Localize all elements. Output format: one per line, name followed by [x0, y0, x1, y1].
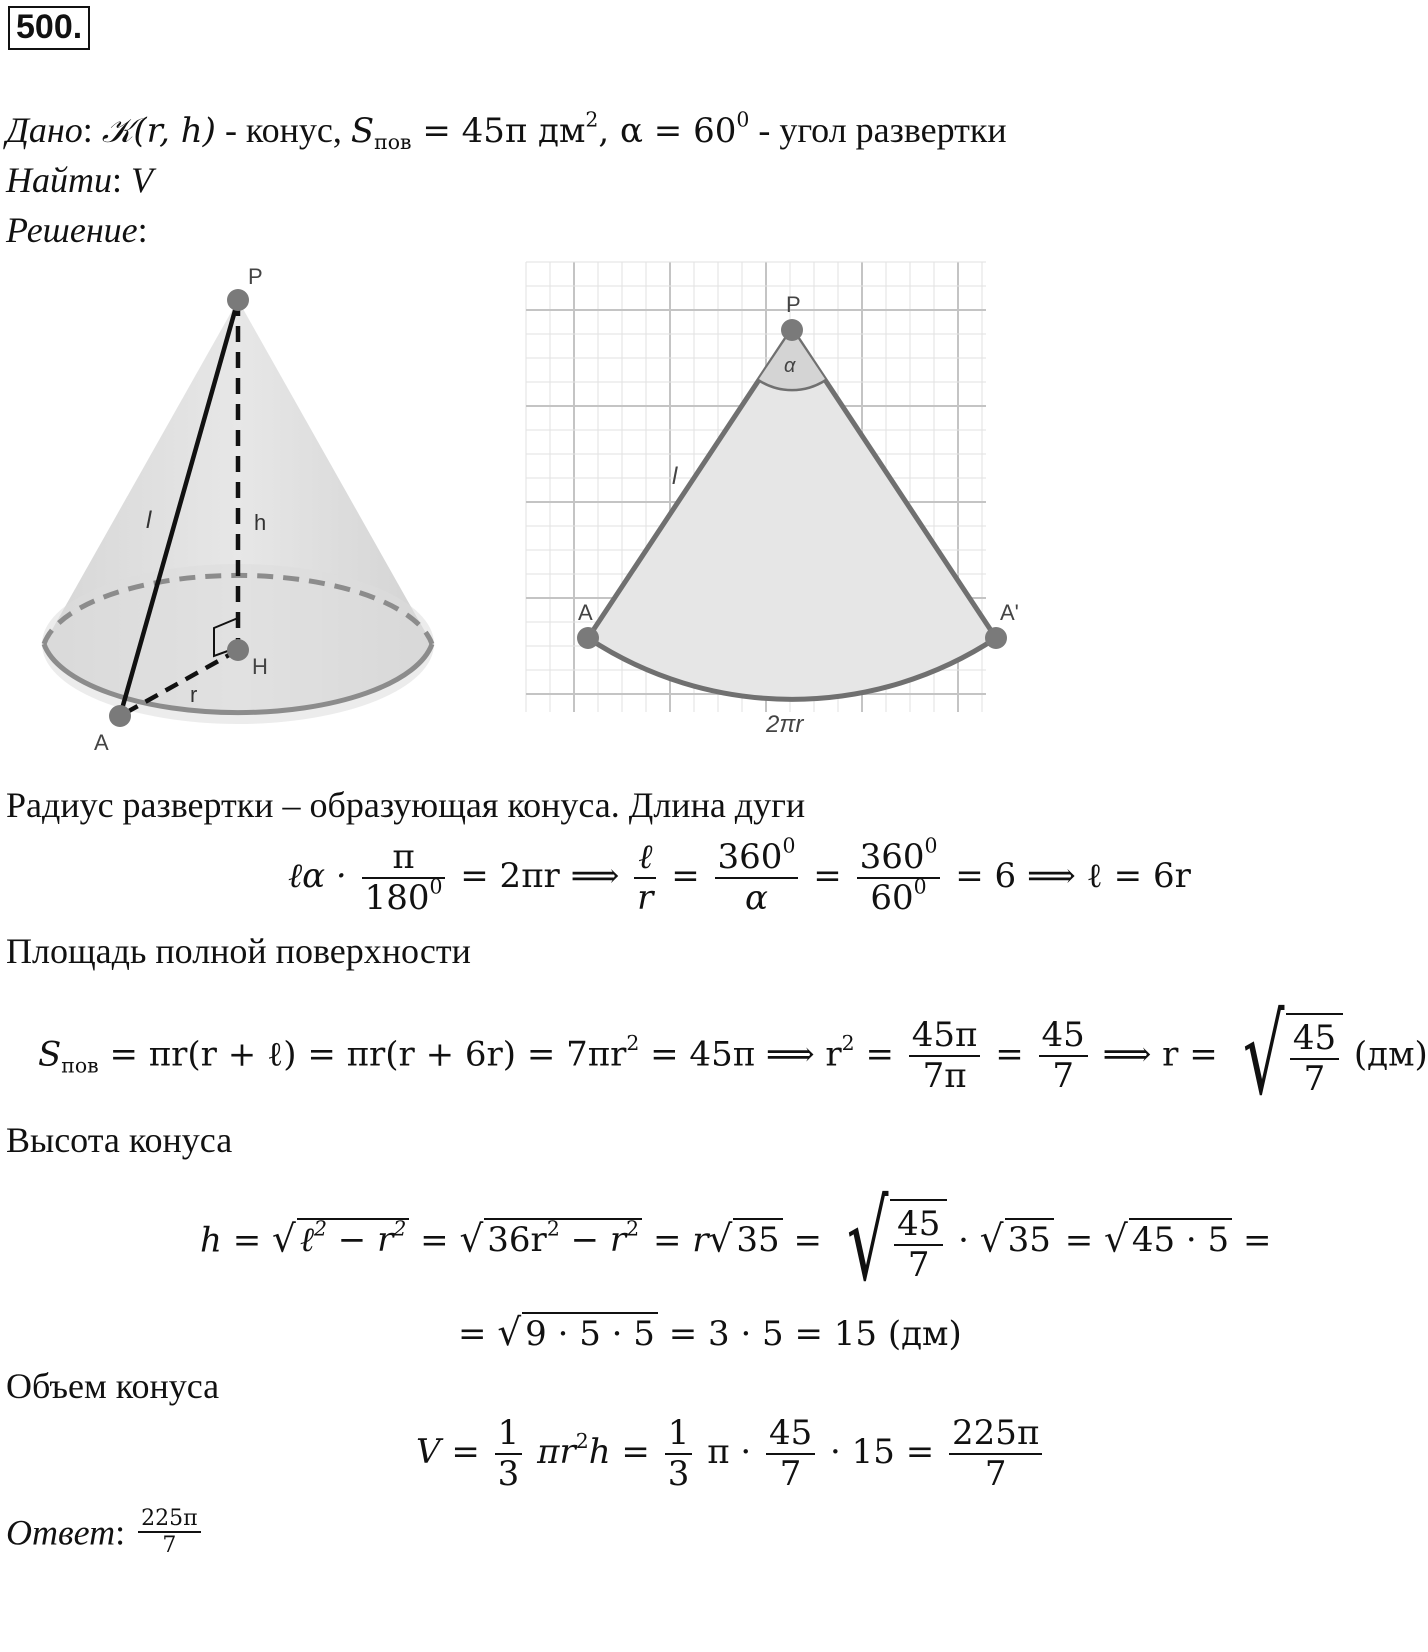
alpha-part: , α = 60 — [598, 111, 737, 151]
equation-height-result: = √ 9 · 5 · 5 = 3 · 5 = 15 (дм) — [458, 1310, 962, 1354]
net-label-l: l — [672, 463, 678, 490]
cone-symbol: 𝒦(r, h) — [101, 111, 216, 151]
label-r: r — [190, 682, 198, 707]
cone-figure — [30, 260, 470, 760]
cone-word: - конус, — [224, 110, 342, 150]
surface-value: = 45π дм — [422, 111, 586, 151]
equation-height: h = √ ℓ$^2$ − $r^2$ = √ $36r^2 - r^2 = r√$ 35 = √ $\frac{45}{7}$ · √ 35 = √ 45 · 5 = — [200, 1178, 1272, 1305]
text-volume: Объем конуса — [6, 1366, 220, 1406]
surface-letter: S — [350, 111, 375, 151]
net-point-a — [577, 627, 599, 649]
label-h-height: h — [254, 510, 267, 535]
net-label-a-prime: A' — [1000, 600, 1019, 625]
net-point-a-prime — [985, 627, 1007, 649]
solution-label: Решение — [6, 210, 138, 250]
find-value: V — [131, 160, 154, 200]
surface-sub: пов — [374, 130, 412, 155]
point-p — [227, 289, 249, 311]
net-label-a: A — [578, 600, 593, 625]
point-a — [109, 705, 131, 727]
text-surface: Площадь полной поверхности — [6, 931, 471, 971]
net-label-alpha: α — [784, 355, 796, 377]
net-label-p: P — [786, 292, 801, 317]
net-point-p — [781, 319, 803, 341]
label-l: l — [146, 507, 152, 534]
text-height: Высота конуса — [6, 1120, 233, 1160]
net-label-arc: 2πr — [766, 711, 804, 738]
label-a: A — [94, 730, 109, 755]
find-label: Найти — [6, 160, 112, 200]
label-p: P — [248, 264, 263, 289]
surface-exp: 2 — [585, 107, 599, 132]
alpha-exp: 0 — [736, 107, 750, 132]
equation-volume: V = $\frac{1}{3}$ $\pi r^2h$ = $\frac{1}{3}$ π · $\frac{45}{7}$ · 15 = $\frac{225\pi}{7}$ — [416, 1414, 1046, 1494]
solution-line: Решение: — [6, 210, 148, 250]
equation-arc-length: ℓα · $\frac{\pi}{180^0}$ = 2πr ⟹ $\frac{\text{ℓ}}{r}$ = $\frac{360^0}{\alpha}$ = $\frac{360^0}{60^0}$ = 6 ⟹ ℓ = 6r — [288, 833, 1191, 919]
equation-surface: $S_{пов} = \pi r(r$ + ℓ) = $\pi r(r + 6r) = 7\pi r^2 = 45\pi$ ⟹ $r^2$ = $\frac{45\pi}{7\pi}$ = $\frac{45}{7}$ ⟹ r = √ $\frac{45}{7}$ (дм) — [38, 992, 1428, 1119]
answer-label: Ответ — [6, 1512, 116, 1553]
find-line: Найти: V — [6, 160, 154, 200]
problem-number: 500. — [8, 6, 90, 50]
given-label: Дано — [6, 110, 83, 150]
alpha-desc: - угол развертки — [758, 110, 1007, 150]
given-line: Дано: 𝒦(r, h) - конус, $S_{пов} = 45\pi$ $дм^2$, $\alpha = 60^0$ - угол развертки — [6, 107, 1007, 155]
label-h: H — [252, 654, 268, 679]
text-radius: Радиус развертки – образующая конуса. Длина дуги — [6, 785, 806, 825]
answer-line: Ответ: $\frac{225\pi}{7}$ — [6, 1506, 205, 1559]
net-figure — [526, 262, 1046, 762]
point-h — [227, 639, 249, 661]
answer-value: $\frac{225\pi}{7}$ — [138, 1506, 200, 1559]
